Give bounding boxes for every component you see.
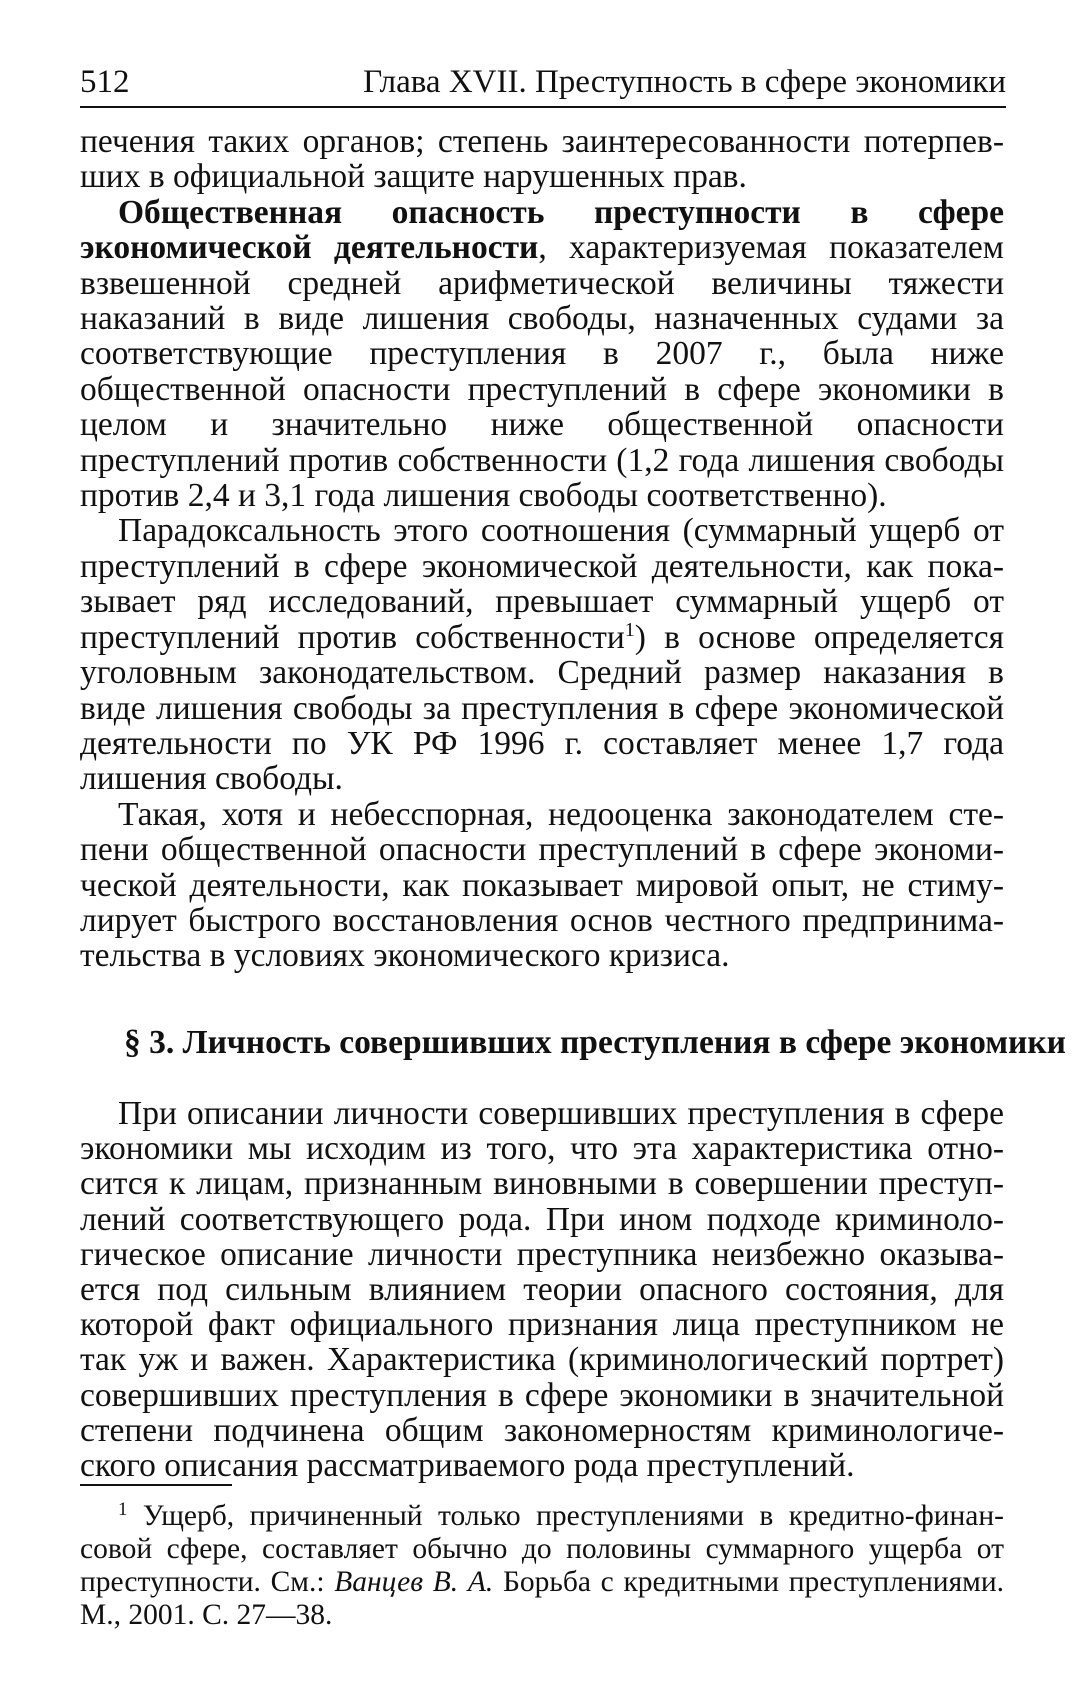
body-text (80, 124, 1004, 974)
footnote-reference[interactable]: 1 (624, 618, 635, 641)
header-rule (80, 106, 1006, 108)
paragraph-text: печения таких органов; степень заинтересованности потерпевших в официальной защите нарушенных прав. (80, 123, 1004, 196)
paragraph-text: ) в основе определяется уголовным законодательством. Средний размер наказания в виде лишения свободы за преступления в сфере экономической деятельности по УК РФ 1996 г. составляет менее 1,7 года лишения свободы. (80, 618, 1005, 798)
paragraph-text: При описании личности совершивших преступления в сфере экономики мы исходим из того, что эта характеристика относится к лицам, признанным виновными в совершении преступлений соответствующего рода. При ином подходе криминологическое описание личности преступника неизбежно оказывается под сильным влиянием теории опасного состояния, для которой факт официального признания лица преступником не так уж и важен. Характеристика (криминологический портрет) совершивших преступления в сфере экономики в значительной степени подчинена общим закономерностям криминологического описания рассматриваемого рода преступлений. (80, 1095, 1004, 1485)
footnote (80, 1500, 1004, 1632)
footnote-body: Борьба с кредитными преступлениями. М., 2001. С. 27—38. (80, 1566, 1004, 1631)
paragraph-text: Парадоксальность этого соотношения (суммарный ущерб от преступлений в сфере экономической деятельности, как показывает ряд исследований, превышает суммарный ущерб от преступлений против собственности (80, 512, 1004, 656)
paragraph-paradox (80, 513, 1004, 796)
paragraph-text: Такая, хотя и небесспорная, недооценка законодателем степени общественной опасности преступлений в сфере экономической деятельности, как показывает мировой опыт, не стимулирует быстрого восстановления основ честного предпринимательства в условиях экономического кризиса. (80, 795, 1004, 975)
page-number: 512 (80, 64, 130, 100)
paragraph-text: , характеризуемая показателем взвешенной средней арифметической величины тяжести наказаний в виде лишения свободы, назначенных судами за соответствующие преступления в 2007 г., была ниже общественной опасности преступлений в сфере экономики в целом и значительно ниже общественной опасности преступлений против собственности (1,2 года лишения свободы против 2,4 и 3,1 года лишения свободы соответственно). (80, 229, 1004, 515)
section-body (80, 1096, 1004, 1483)
bold-term: Общественная опасность преступности в сфере экономической деятельности (80, 193, 1004, 267)
footnote-mark: 1 (118, 1499, 128, 1520)
footnote-author: Ванцев В. А. (334, 1566, 494, 1598)
paragraph-personality (80, 1096, 1004, 1483)
footnote-body: Ущерб, причиненный только преступлениями в кредитно-финансовой сфере, составляет обычно до половины суммарного ущерба от преступности. См.: (80, 1500, 1004, 1598)
chapter-title: Глава XVII. Преступность в сфере экономики (363, 64, 1006, 100)
paragraph-continuation (80, 124, 1004, 195)
running-header (80, 62, 1006, 102)
footnote-rule (80, 1484, 232, 1486)
footnote-text (80, 1500, 1004, 1632)
paragraph-public-danger (80, 195, 1004, 514)
section-heading: § 3. Личность совершивших преступления в сфере экономики (124, 1024, 1066, 1061)
paragraph-underestimation (80, 797, 1004, 974)
